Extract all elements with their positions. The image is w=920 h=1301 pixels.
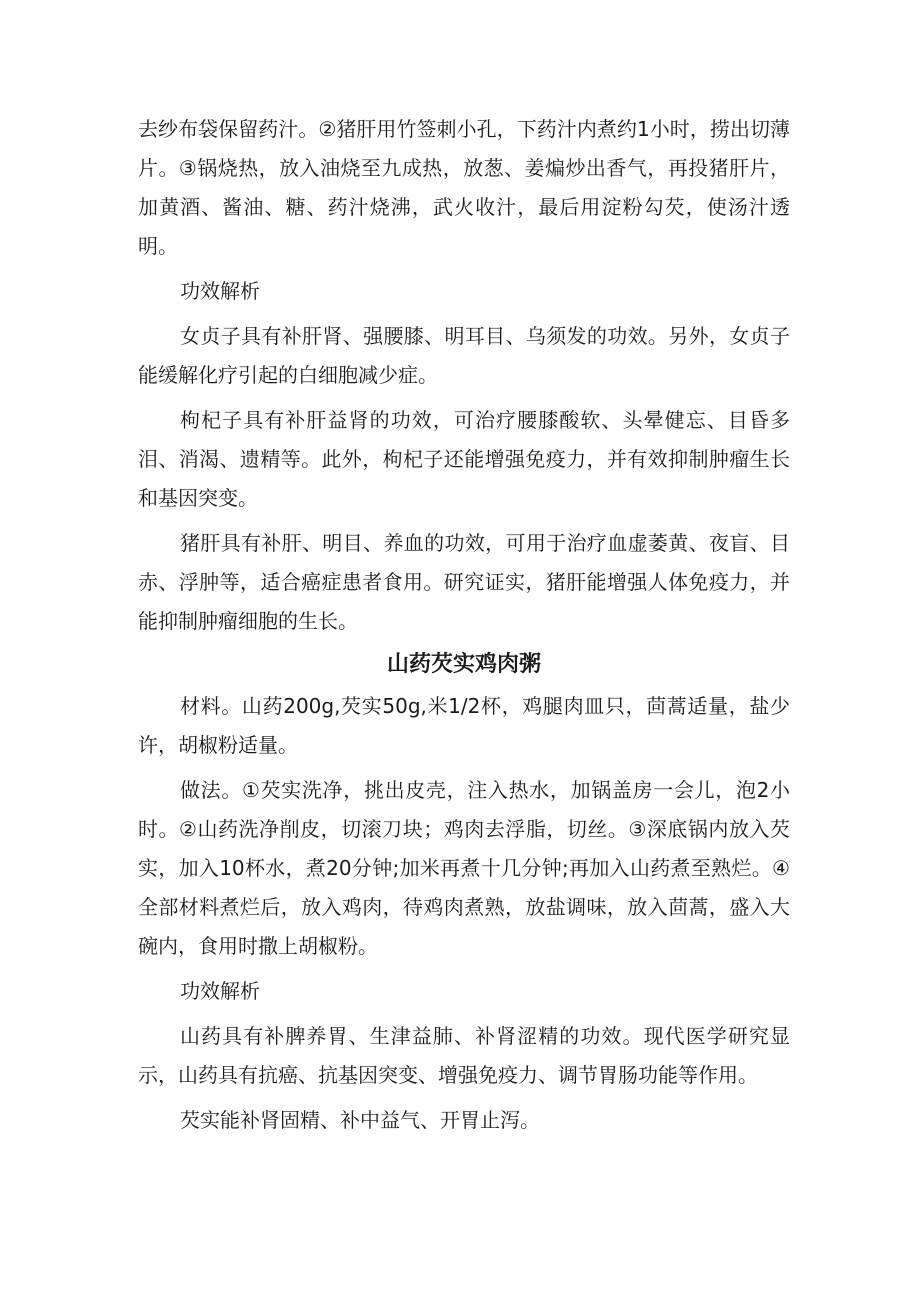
analysis-paragraph-qianshi: 芡实能补肾固精、补中益气、开胃止泻。 (180, 1108, 540, 1132)
analysis-paragraph-gouqizi: 枸杞子具有补肝益肾的功效，可治疗腰膝酸软、头晕健忘、目昏多泪、消渴、遗精等。此外，枸杞子还能增强免疫力，并有效抑制肿瘤生长和基因突变。 (138, 408, 790, 510)
analysis-label: 功效解析 (180, 279, 260, 303)
analysis-label-2: 功效解析 (180, 979, 260, 1003)
analysis-paragraph-zhugan: 猪肝具有补肝、明目、养血的功效，可用于治疗血虚萎黄、夜盲、目赤、浮肿等，适合癌症患者食用。研究证实，猪肝能增强人体免疫力，并能抑制肿瘤细胞的生长。 (138, 531, 790, 633)
analysis-paragraph-shanyao: 山药具有补脾养胃、生津益肺、补肾涩精的功效。现代医学研究显示，山药具有抗癌、抗基因突变、增强免疫力、调节胃肠功能等作用。 (138, 1024, 790, 1087)
analysis-paragraph-nvzhenzi: 女贞子具有补肝肾、强腰膝、明耳目、乌须发的功效。另外，女贞子能缓解化疗引起的白细胞减少症。 (138, 324, 790, 387)
method-paragraph: 做法。①芡实洗净，挑出皮壳，注入热水，加锅盖房一会儿，泡2小时。②山药洗净削皮，切滚刀块；鸡肉去浮脂，切丝。③深底锅内放入芡实，加入10杯水，煮20分钟;加米再煮十几分钟;再加入山药煮至熟烂。④全部材料煮烂后，放入鸡肉，待鸡肉煮熟，放盐调味，放入茴蒿，盛入大碗内，食用时撒上胡椒粉。 (138, 778, 790, 958)
method-continued-paragraph: 去纱布袋保留药汁。②猪肝用竹签刺小孔，下药汁内煮约1小时，捞出切薄片。③锅烧热，放入油烧至九成热，放葱、姜煸炒出香气，再投猪肝片，加黄酒、酱油、糖、药汁烧沸，武火收汁，最后用淀粉勾芡，使汤汁透明。 (138, 117, 790, 258)
recipe-title: 山药芡实鸡肉粥 (386, 652, 541, 677)
materials-paragraph: 材料。山药200g,芡实50g,米1/2杯，鸡腿肉皿只，茴蒿适量，盐少许，胡椒粉适量。 (138, 694, 790, 757)
document-page (138, 112, 790, 1146)
